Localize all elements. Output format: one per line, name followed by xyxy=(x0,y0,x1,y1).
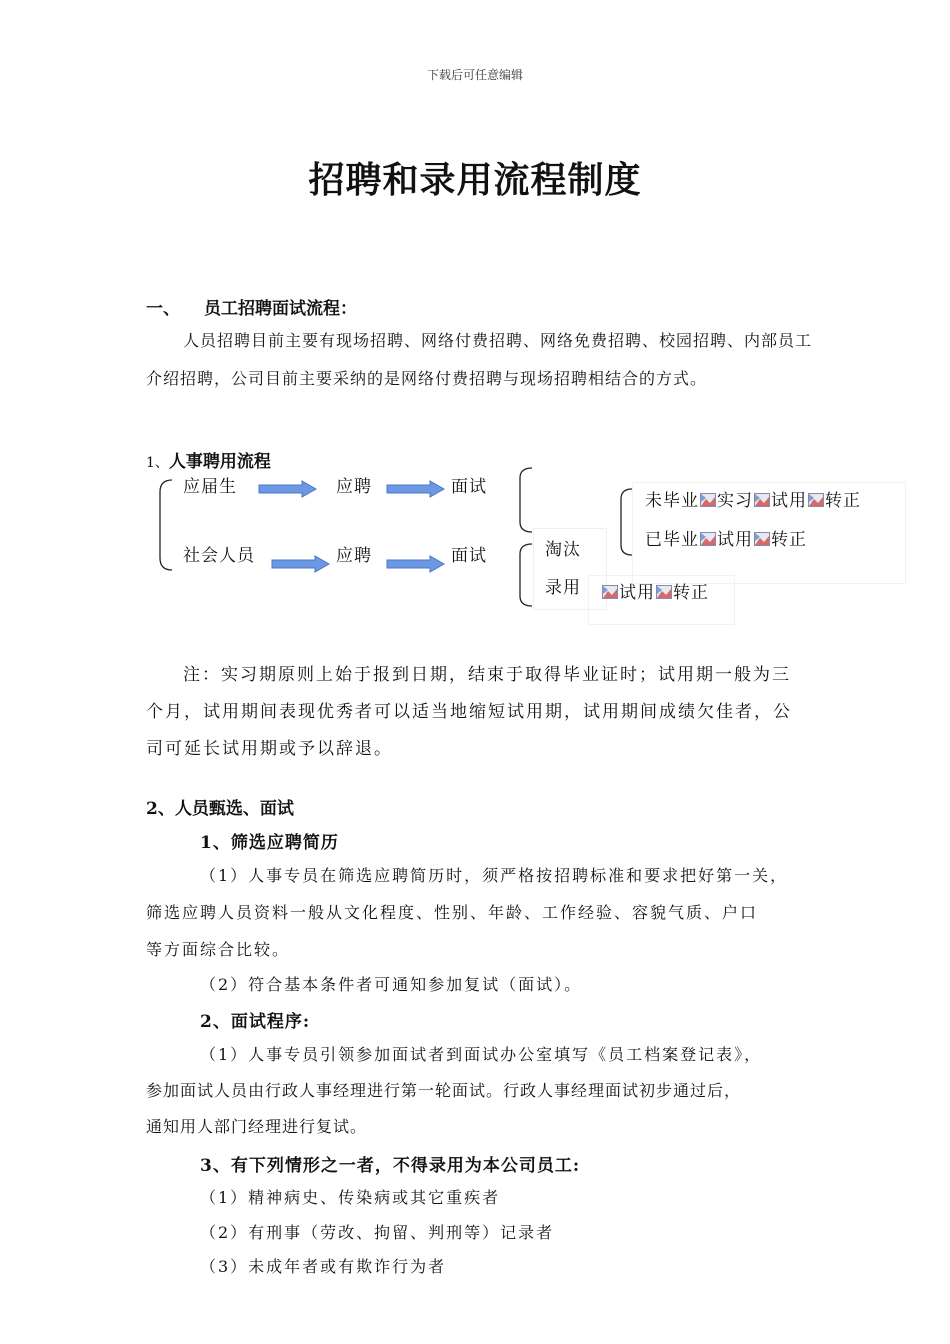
section2-sub3: 3、有下列情形之一者，不得录用为本公司员工: xyxy=(200,1156,581,1176)
section1-number: 一、 xyxy=(146,299,180,319)
note-line1: 注：实习期原则上始于报到日期，结束于取得毕业证时；试用期一般为三 xyxy=(183,665,791,685)
not-graduated-label: 未毕业 xyxy=(645,491,699,511)
source-brace xyxy=(152,478,174,572)
section1-heading xyxy=(146,294,357,319)
section2-sub1: 1、筛选应聘简历 xyxy=(200,833,339,853)
sub2-para1-line3: 通知用人部门经理进行复试。 xyxy=(146,1117,368,1136)
header-note: 下载后可任意编辑 xyxy=(426,68,523,82)
page-title: 招聘和录用流程制度 xyxy=(308,160,642,201)
apply-label-1: 应聘 xyxy=(336,477,372,497)
broken-image-icon xyxy=(656,585,672,599)
regular-label: 转正 xyxy=(673,583,709,603)
graduated-label: 已毕业 xyxy=(645,530,699,550)
sub1-para1-line2: 筛选应聘人员资料一般从文化程度、性别、年龄、工作经验、容貌气质、户口 xyxy=(146,903,759,922)
eliminate-label: 淘汰 xyxy=(545,540,581,560)
list-item: （2）有刑事（劳改、拘留、判刑等）记录者 xyxy=(200,1223,555,1242)
interview-label-1: 面试 xyxy=(451,477,487,497)
probation-label: 试用 xyxy=(619,583,655,603)
arrow-icon xyxy=(271,555,331,573)
arrow-icon xyxy=(386,480,446,498)
internship-label: 实习 xyxy=(717,491,753,511)
broken-image-icon xyxy=(754,493,770,507)
arrow-icon xyxy=(386,555,446,573)
broken-image-icon xyxy=(700,493,716,507)
section1-title: 员工招聘面试流程： xyxy=(204,299,357,319)
not-graduated-path xyxy=(645,486,861,511)
section1-paragraph-line2: 介绍招聘，公司目前主要采纳的是网络付费招聘与现场招聘相结合的方式。 xyxy=(146,369,708,388)
sub2-para1-line2: 参加面试人员由行政人事经理进行第一轮面试。行政人事经理面试初步通过后， xyxy=(146,1081,742,1100)
status-brace xyxy=(612,487,634,557)
result-brace xyxy=(510,542,534,608)
section2-heading: 2、人员甄选、面试 xyxy=(146,799,294,819)
list-item: （1）精神病史、传染病或其它重疾者 xyxy=(200,1188,501,1207)
section2-sub2: 2、面试程序: xyxy=(200,1012,311,1032)
hired-path xyxy=(601,578,709,603)
section1-paragraph-line1: 人员招聘目前主要有现场招聘、网络付费招聘、网络免费招聘、校园招聘、内部员工 xyxy=(183,331,813,350)
sub1-para1-line1: （1）人事专员在筛选应聘简历时，须严格按招聘标准和要求把好第一关， xyxy=(200,866,789,885)
apply-label-2: 应聘 xyxy=(336,546,372,566)
note-line2: 个月，试用期间表现优秀者可以适当地缩短试用期，试用期间成绩欠佳者，公 xyxy=(146,702,792,722)
list-item: （3）未成年者或有欺诈行为者 xyxy=(200,1257,447,1276)
source-graduate: 应届生 xyxy=(183,477,237,497)
flow-number: 1、 xyxy=(146,455,169,471)
broken-image-icon xyxy=(808,493,824,507)
interview-label-2: 面试 xyxy=(451,546,487,566)
broken-image-icon xyxy=(700,532,716,546)
graduate-brace xyxy=(510,466,534,534)
flow-heading xyxy=(146,447,271,472)
broken-image-icon xyxy=(602,585,618,599)
hire-label: 录用 xyxy=(545,578,581,598)
sub2-para1-line1: （1）人事专员引领参加面试者到面试办公室填写《员工档案登记表》， xyxy=(200,1045,763,1064)
probation-label: 试用 xyxy=(771,491,807,511)
source-social: 社会人员 xyxy=(183,546,255,566)
broken-image-icon xyxy=(754,532,770,546)
probation-label: 试用 xyxy=(717,530,753,550)
note-line3: 司可延长试用期或予以辞退。 xyxy=(146,739,393,759)
graduated-path xyxy=(645,525,807,550)
arrow-icon xyxy=(258,480,318,498)
regular-label: 转正 xyxy=(825,491,861,511)
flow-title: 人事聘用流程 xyxy=(168,452,271,472)
regular-label: 转正 xyxy=(771,530,807,550)
sub1-para1-line3: 等方面综合比较。 xyxy=(146,940,291,959)
sub1-para2: （2）符合基本条件者可通知参加复试（面试）。 xyxy=(200,975,583,994)
